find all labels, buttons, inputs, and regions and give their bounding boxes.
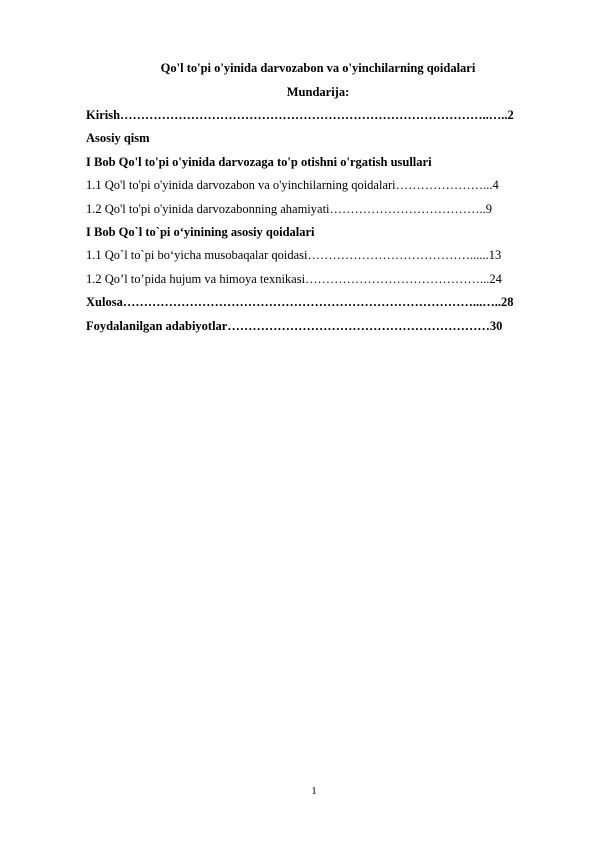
document-title: Qo'l to'pi o'yinida darvozabon va o'yinchilarning qoidalari xyxy=(160,61,476,75)
toc-entry-adabiyotlar: Foydalanilgan adabiyotlar………………………………………………………30 xyxy=(86,318,503,333)
toc-entry-section-1-2: 1.2 Qo'l to'pi o'yinida darvozabonning ahamiyati………………………………..9 xyxy=(86,201,493,216)
toc-entry-section-2-2: 1.2 Qo’l to’pida hujum va himoya texnikasi……………………………………...24 xyxy=(86,271,502,286)
toc-entry-xulosa: Xulosa…………………………………………………………………………...…..28 xyxy=(86,295,514,310)
contents-heading: Mundarija: xyxy=(286,85,350,99)
toc-entry-section-2-1: 1.1 Qo`l to`pi bo‘yicha musobaqalar qoidasi…………………………………......13 xyxy=(86,248,502,263)
toc-entry-asosiy-qism: Asosiy qism xyxy=(86,131,150,146)
table-of-contents xyxy=(86,107,556,341)
toc-entry-section-1-1: 1.1 Qo'l to'pi o'yinida darvozabon va o'yinchilarning qoidalari…………………...4 xyxy=(86,178,499,193)
toc-entry-chapter-1: I Bob Qo'l to'pi o'yinida darvozaga to'p otishni o'rgatish usullari xyxy=(86,154,432,169)
toc-entry-chapter-2: I Bob Qo`l to`pi o‘yinining asosiy qoidalari xyxy=(86,224,315,239)
page-number: 1 xyxy=(311,785,317,797)
toc-entry-kirish: Kirish……………………………………………………………………………..…..2 xyxy=(86,108,514,122)
